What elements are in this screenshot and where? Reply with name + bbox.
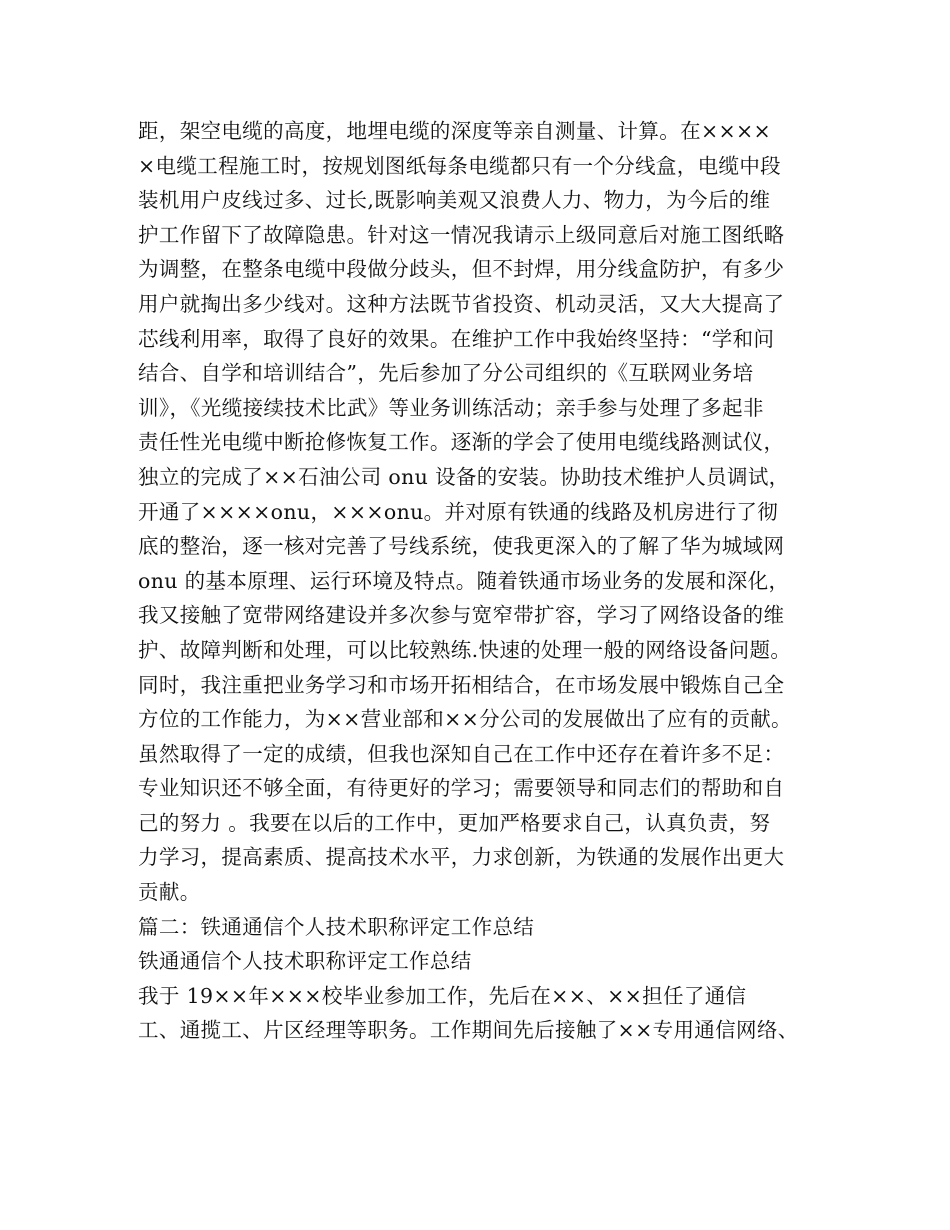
text-line: 专业知识还不够全面，有待更好的学习；需要领导和同志们的帮助和自 [138, 776, 785, 801]
text-line: 我于 19××年×××校毕业参加工作，先后在××、××担任了通信 [138, 983, 747, 1008]
text-line: 责任性光电缆中断抢修恢复工作。逐渐的学会了使用电缆线路测试仪， [138, 430, 785, 455]
text-line: onu 的基本原理、运行环境及特点。随着铁通市场业务的发展和深化， [138, 568, 790, 593]
text-line: 护工作留下了故障隐患。针对这一情况我请示上级同意后对施工图纸略 [138, 222, 785, 247]
text-line: 芯线利用率，取得了良好的效果。在维护工作中我始终坚持：“学和问 [138, 326, 775, 351]
text-line: 我又接触了宽带网络建设并多次参与宽窄带扩容，学习了网络设备的维 [138, 603, 785, 628]
text-line: 用户就掏出多少线对。这种方法既节省投资、机动灵活，又大大提高了 [138, 291, 785, 316]
section-heading: 篇二：铁通通信个人技术职称评定工作总结 [138, 914, 535, 939]
text-line: 虽然取得了一定的成绩，但我也深知自己在工作中还存在着许多不足： [138, 741, 785, 766]
text-line: 贡献。 [138, 880, 201, 905]
text-line: 己的努力 。我要在以后的工作中，更加严格要求自己，认真负责，努 [138, 810, 771, 835]
text-line: 结合、自学和培训结合”，先后参加了分公司组织的《互联网业务培 [138, 361, 754, 386]
text-line: 独立的完成了××石油公司 onu 设备的安装。协助技术维护人员调试， [138, 464, 790, 489]
text-line: 护、故障判断和处理，可以比较熟练.快速的处理一般的网络设备问题。 [138, 637, 792, 662]
text-line: 方位的工作能力，为××营业部和××分公司的发展做出了应有的贡献。 [138, 707, 792, 732]
text-line: 为调整，在整条电缆中段做分歧头，但不封焊，用分线盒防护，有多少 [138, 257, 785, 282]
text-line: 开通了××××onu，×××onu。并对原有铁通的线路及机房进行了彻 [138, 499, 779, 524]
text-line: 距，架空电缆的高度，地埋电缆的深度等亲自测量、计算。在×××× [138, 119, 772, 143]
text-line: 训》，《光缆接续技术比武》等业务训练活动；亲手参与处理了多起非 [138, 395, 764, 420]
text-line: 力学习，提高素质、提高技术水平，力求创新，为铁通的发展作出更大 [138, 845, 785, 870]
text-line: 工、通揽工、片区经理等职务。工作期间先后接触了××专用通信网络、 [138, 1018, 799, 1043]
text-line: 装机用户皮线过多、过长,既影响美观又浪费人力、物力，为今后的维 [138, 188, 771, 213]
article-title: 铁通通信个人技术职称评定工作总结 [138, 949, 472, 974]
text-line: 底的整治，逐一核对完善了号线系统，使我更深入的了解了华为城域网 [138, 534, 785, 559]
document-body [138, 114, 828, 1048]
text-line: ×电缆工程施工时，按规划图纸每条电缆都只有一个分线盒，电缆中段 [138, 153, 782, 178]
text-line: 同时，我注重把业务学习和市场开拓相结合，在市场发展中锻炼自己全 [138, 672, 785, 697]
